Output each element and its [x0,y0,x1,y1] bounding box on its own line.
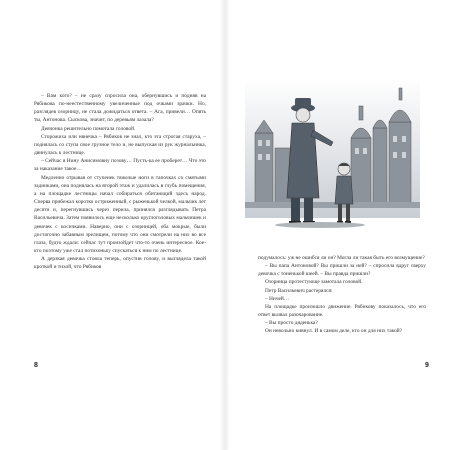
page-number-left: 8 [34,362,38,369]
paragraph: – Вы папа Антоновой? Вы пришли за ней? – спросила вдруг сверху девочка с тоненькой шеей. – Вы правда пришли? [258,263,426,278]
paragraph: подумалось: уж не ошибся ли он? Могла ли такая быть его возмущение? [258,255,425,261]
ground [275,222,365,228]
paragraph: Озорница протестующе замотала головой. [265,279,363,286]
paragraph: – Ничей… [265,295,290,302]
paragraph: Он невольно кивнул. И в самом деле, кто он для них такой? [265,328,403,335]
paragraph: А дерзкая девочка стояла теперь, опустив голову, и выглядела такой кроткой и тихой, что Рябиков [34,256,206,271]
paragraph: – Вам кого? – не сразу спросила она, обернувшись и подняв на Рябикова по-неестественному увеличенные под очками зрачки. Но, разглядев озорницу, не стала дожидаться ответа. – Ага, привели… Опять ты, Антонова. Сыскова, значит, по деревьям лазала? [34,93,206,124]
paragraph: Сторожиха или нянечка – Рябиков не знал, кто эта строгая старуха, – поднялась со ступа свое грузное тело и, не выпуская из рук журнальника, двинулась к лестнице. [34,133,206,157]
left-page-text [34,92,206,271]
paragraph: Петр Васильевич растерялся: [265,287,333,294]
page-number-right: 9 [425,362,429,369]
right-page [225,0,450,450]
illustration [245,78,420,243]
paragraph: Медленно отрывая от ступенек тяжелые ноги в тапочках со смятыми задниками, она поднялась на второй этаж и удалилась в глубь помещения, а на площадке лестницы начал собираться обитающий здесь народ. Сперва прибежал коротко остриженный, с рыженькой челкой, мальчик лет десяти и, перегнувшись через перила, принялся разглядывать Петра Васильевича. Затем появилось еще несколько круглоголовых мальчишек и девочек с косичками. Наверно, они с озорницей, оба мокрые, были достаточно забавным зрелищем, потому что они смотрели на них во все глаза, будто ждали: сейчас тут произойдет что-то очень интересное. Кое-кто поэтому уже стал потихоньку спускаться к ним по лестнице. [34,174,206,254]
city-background [245,78,420,218]
paragraph: Девчонка решительно помотала головой. [41,125,136,132]
right-page-text [258,254,426,336]
paragraph: – Вы просто дяденька? [265,320,318,327]
paragraph: На площадке произошло движение. Рябикову показалось, что его ответ вызвал разочарование. [258,303,426,319]
paragraph: – Сейчас я Нину Анисимовну позову… Пусть-ка ее проберет… Что это за наказание такое… [34,158,206,173]
